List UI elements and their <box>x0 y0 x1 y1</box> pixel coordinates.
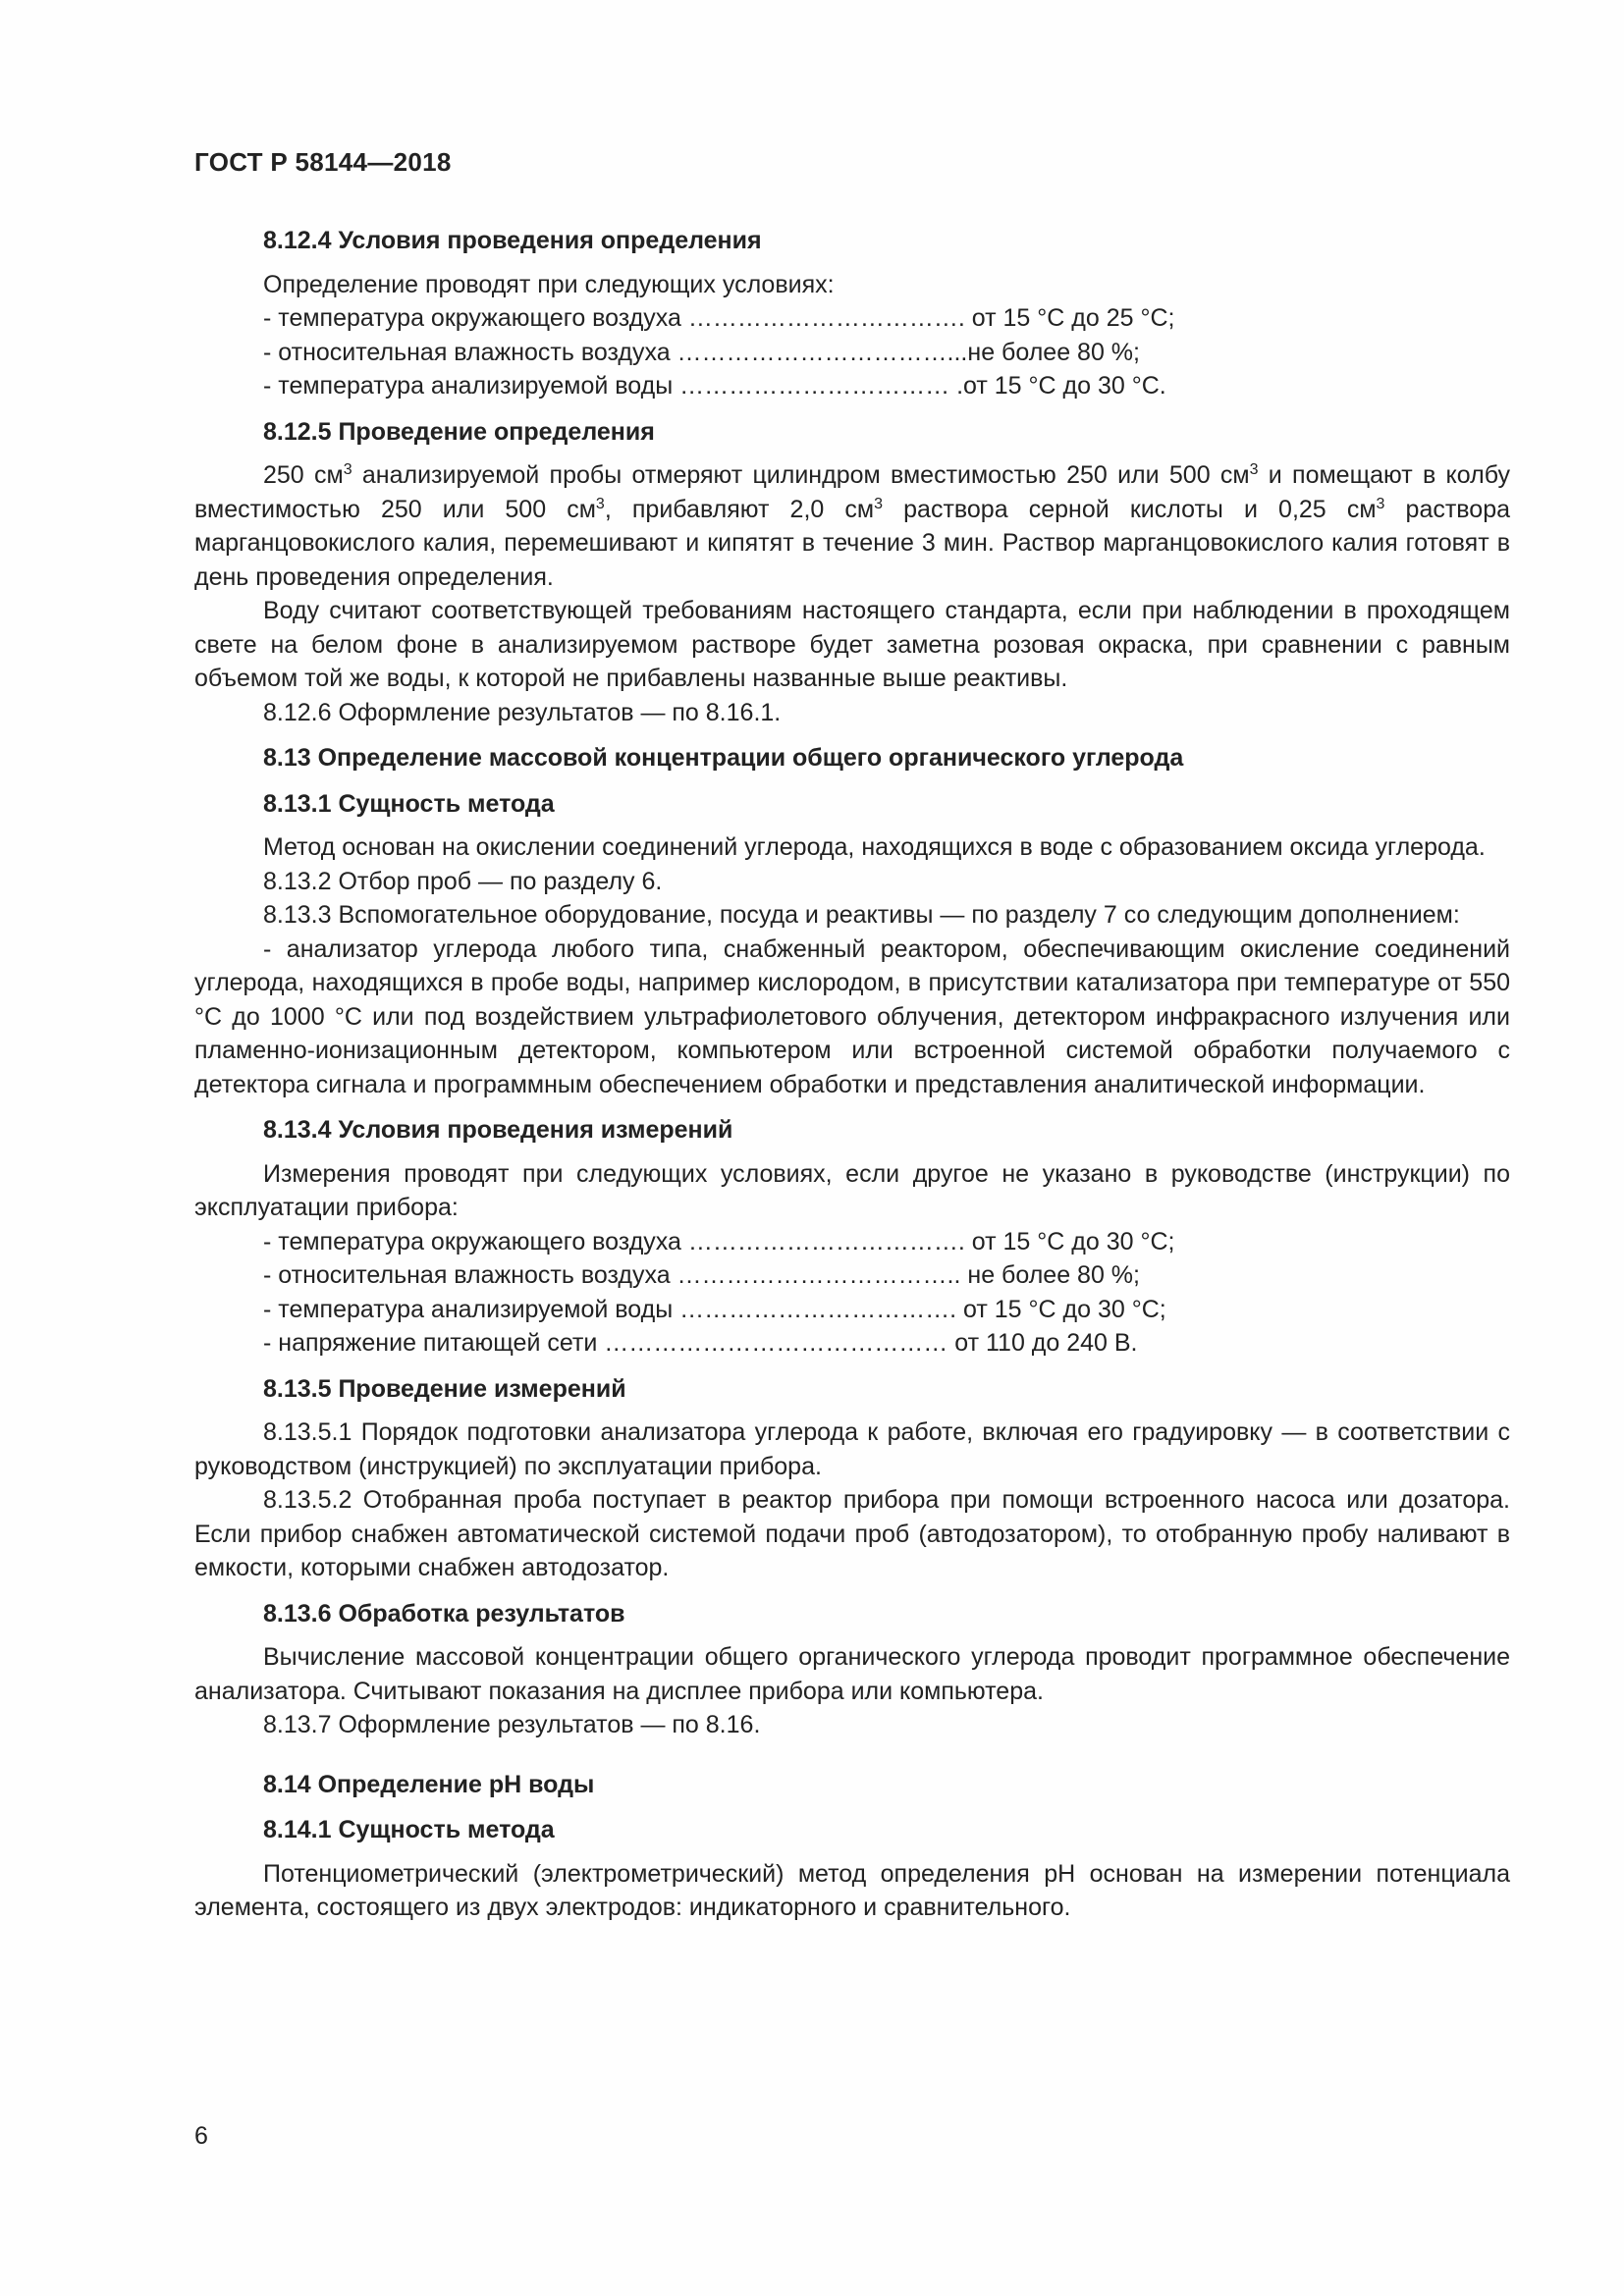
condition-line: - относительная влажность воздуха ……………………………...не более 80 %; <box>263 338 1140 366</box>
paragraph: - анализатор углерода любого типа, снабженный реактором, обеспечивающим окисление соединений углерода, находящихся в пробе воды, например кислородом, в присутствии катализатора при температуре от 550 °С до 1000 °С или под воздействием ультрафиолетового облучения, детектором инфракрасного излучения или пламенно-ионизационным детектором, компьютером или встроенной системой обработки получаемого с детектора сигнала и программным обеспечением обработки и представления аналитической информации. <box>194 934 1510 1098</box>
condition-line: - температура окружающего воздуха ……………………………. от 15 °С до 25 °С; <box>263 304 1175 332</box>
paragraph: Потенциометрический (электрометрический) метод определения pH основан на измерении потенциала элемента, состоящего из двух электродов: индикаторного и сравнительного. <box>194 1859 1510 1921</box>
heading-8-13-6: 8.13.6 Обработка результатов <box>263 1599 625 1628</box>
condition-line: - температура окружающего воздуха ……………………………. от 15 °С до 30 °С; <box>263 1227 1175 1255</box>
document-body <box>194 224 1510 1925</box>
paragraph-sample-preparation: 250 $см^3$ анализируемой пробы отмеряют цилиндром вместимостью 250 или 500 $см^3$ и помещают в колбу вместимостью 250 или 500 $см^3$, прибавляют 2,0 $см^3$ раствора серной кислоты и 0,25 $см^3$ раствора марганцовокислого калия, перемешивают и кипятят в течение 3 мин. Раствор марганцовокислого калия готовят в день проведения определения. <box>194 461 1511 591</box>
condition-line: - относительная влажность воздуха …………………………….. не более 80 %; <box>263 1261 1140 1289</box>
paragraph: 8.13.2 Отбор проб — по разделу 6. <box>263 867 663 895</box>
paragraph: 8.12.6 Оформление результатов — по 8.16.1. <box>263 698 782 726</box>
condition-line: - температура анализируемой воды …………………………… .от 15 °С до 30 °С. <box>263 372 1166 400</box>
heading-8-14: 8.14 Определение pH воды <box>263 1770 595 1798</box>
condition-line: - напряжение питающей сети …………………………………… от 110 до 240 В. <box>263 1329 1138 1357</box>
paragraph: 8.13.7 Оформление результатов — по 8.16. <box>263 1711 761 1738</box>
paragraph: Воду считают соответствующей требованиям настоящего стандарта, если при наблюдении в проходящем свете на белом фоне в анализируемом растворе будет заметна розовая окраска, при сравнении с равным объемом той же воды, к которой не прибавлены названные выше реактивы. <box>194 597 1510 692</box>
heading-8-14-1: 8.14.1 Сущность метода <box>263 1816 555 1843</box>
paragraph: Определение проводят при следующих условиях: <box>263 270 835 298</box>
paragraph: 8.13.5.1 Порядок подготовки анализатора углерода к работе, включая его градуировку — в соответствии с руководством (инструкцией) по эксплуатации прибора. <box>194 1418 1510 1480</box>
heading-8-12-5: 8.12.5 Проведение определения <box>263 417 655 446</box>
heading-8-12-4: 8.12.4 Условия проведения определения <box>263 227 762 254</box>
paragraph: Измерения проводят при следующих условиях, если другое не указано в руководстве (инструкции) по эксплуатации прибора: <box>194 1159 1510 1221</box>
paragraph: Метод основан на окислении соединений углерода, находящихся в воде с образованием оксида углерода. <box>263 833 1486 861</box>
heading-8-13-4: 8.13.4 Условия проведения измерений <box>263 1116 733 1144</box>
heading-8-13-5: 8.13.5 Проведение измерений <box>263 1374 626 1403</box>
paragraph: 8.13.3 Вспомогательное оборудование, посуда и реактивы — по разделу 7 со следующим дополнением: <box>263 901 1460 929</box>
paragraph: 8.13.5.2 Отобранная проба поступает в реактор прибора при помощи встроенного насоса или дозатора. Если прибор снабжен автоматической системой подачи проб (автодозатором), то отобранную пробу наливают в емкости, которыми снабжен автодозатор. <box>194 1486 1510 1581</box>
paragraph: Вычисление массовой концентрации общего органического углерода проводит программное обеспечение анализатора. Считывают показания на дисплее прибора или компьютера. <box>194 1643 1510 1705</box>
heading-8-13: 8.13 Определение массовой концентрации общего органического углерода <box>263 744 1184 772</box>
heading-8-13-1: 8.13.1 Сущность метода <box>263 789 555 818</box>
condition-line: - температура анализируемой воды ……………………………. от 15 °С до 30 °С; <box>263 1295 1166 1323</box>
page-number: 6 <box>194 2122 208 2150</box>
document-code-header: ГОСТ Р 58144—2018 <box>194 147 452 177</box>
